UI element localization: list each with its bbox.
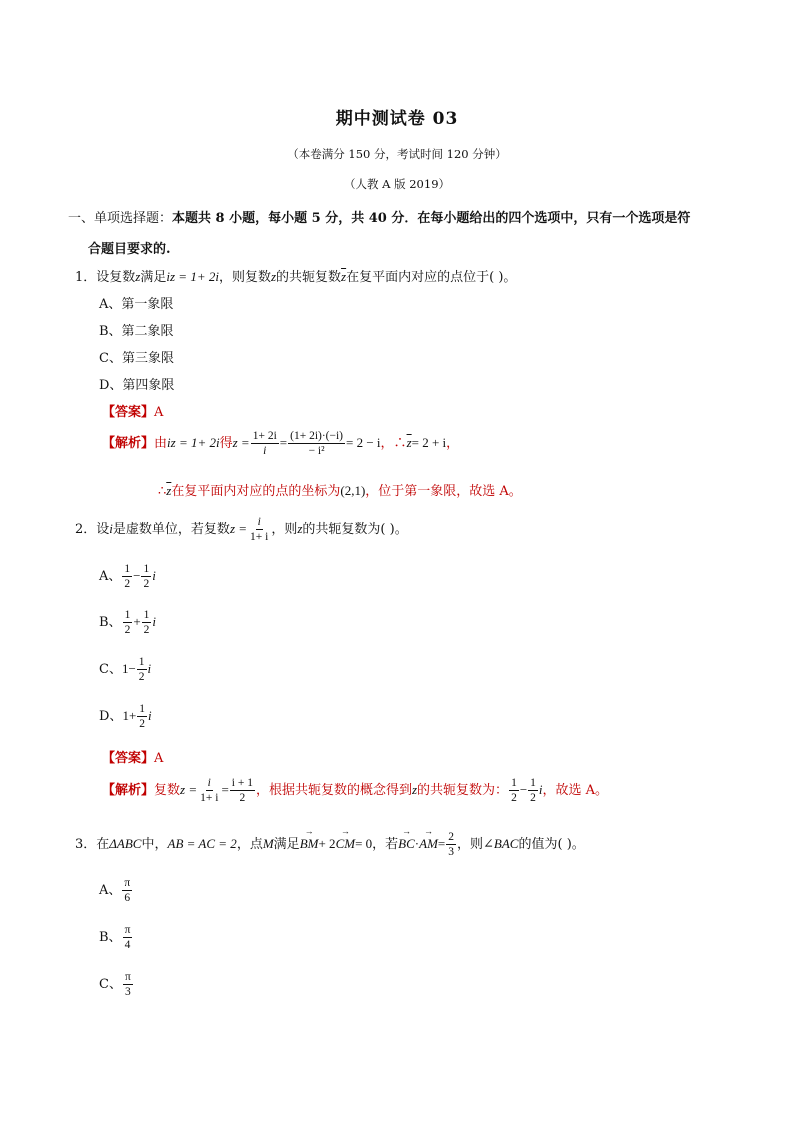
q2-option-d[interactable] <box>99 702 152 731</box>
question-3: 3．在ΔABC中，AB = AC = 2，点M满足→ BM+ 2→ CM= 0，若→ BC·→ AM= $\frac{2}{3}$ ，则∠BAC的值为( )。 <box>75 830 585 859</box>
question-text: 在复平面内对应的点位于( )。 <box>346 270 517 285</box>
fraction <box>248 515 270 544</box>
frac-den: i <box>263 445 267 457</box>
operator: + <box>128 708 137 723</box>
question-number: 2． <box>75 522 97 537</box>
question-text: 的共轭复数 <box>276 270 342 285</box>
question-text: ，则 <box>457 837 484 852</box>
fraction <box>509 776 519 805</box>
page-title: 期中测试卷 03 <box>335 109 459 129</box>
frac-num: π <box>124 877 131 889</box>
frac-num: (1+ 2i)·(−i) <box>290 430 344 442</box>
var-z-conj: $\overline{z}$ <box>166 483 172 498</box>
therefore-symbol: ∴ <box>158 484 167 499</box>
answer-value: A <box>154 405 164 420</box>
question-text: ，则 <box>271 522 298 537</box>
question-text: 的共轭复数为( )。 <box>302 522 408 537</box>
section-heading <box>68 207 690 226</box>
var-i: i <box>147 661 152 676</box>
frac-num: 1 <box>143 609 150 621</box>
var-i: i <box>152 614 157 629</box>
frac-num: 1 <box>511 777 517 789</box>
analysis-text: 得 <box>219 436 233 451</box>
equation: z = <box>180 782 198 797</box>
analysis-text: ，故选 A。 <box>542 783 609 798</box>
question-text: ，若 <box>372 837 399 852</box>
operator: + 2 <box>318 836 336 851</box>
var-m: M <box>262 836 274 851</box>
frac-den: 2 <box>143 624 150 636</box>
frac-den: 2 <box>124 624 131 636</box>
option-label: B、 <box>99 615 122 630</box>
equation: = 2 + i <box>411 435 447 450</box>
operator: − <box>128 661 136 676</box>
var-z-conj: $\overline{z}$ <box>341 269 347 284</box>
frac-num: i <box>257 516 261 528</box>
question-text: 满足 <box>273 837 300 852</box>
triangle: ΔABC <box>109 836 142 851</box>
question-text: 是虚数单位，若复数 <box>112 522 230 537</box>
option-label: A、 <box>99 883 122 898</box>
analysis-text: ，位于第一象限，故选 A。 <box>365 484 522 499</box>
var-i: i <box>152 568 156 583</box>
option-label: C、 <box>99 977 122 992</box>
frac-num: 1 <box>143 563 150 575</box>
question-text: 设复数 <box>96 270 136 285</box>
analysis-label: 【解析】 <box>102 783 155 798</box>
frac-den: 1+ i <box>200 792 219 804</box>
operator: − <box>133 568 141 583</box>
number: 1 <box>122 708 129 723</box>
fraction <box>123 923 133 952</box>
option-label: B、 <box>99 930 122 945</box>
fraction <box>122 876 132 905</box>
fraction <box>528 776 538 805</box>
vector-bc: → BC <box>398 836 415 852</box>
q3-option-a[interactable] <box>99 876 133 905</box>
fraction <box>142 608 152 637</box>
analysis-text: 由 <box>154 436 168 451</box>
q1-option-d[interactable]: D、第四象限 <box>99 378 175 393</box>
frac-num: i <box>207 777 211 789</box>
analysis-text: ， <box>446 436 460 451</box>
equals: = <box>279 435 288 450</box>
frac-den: 2 <box>124 578 131 590</box>
frac-num: 1 <box>138 656 145 668</box>
option-label: D、 <box>99 709 123 724</box>
var-i: i <box>148 708 152 723</box>
equation: AB = AC = 2 <box>167 836 237 851</box>
analysis-text: 在复平面内对应的点的坐标为 <box>171 484 341 499</box>
equation: z = <box>229 521 248 536</box>
var-z: z <box>411 782 418 797</box>
frac-den: 2 <box>239 792 246 804</box>
frac-den: 6 <box>124 892 131 904</box>
frac-num: i + 1 <box>231 777 253 789</box>
var-z: z <box>270 269 277 284</box>
answer-value: A <box>154 751 164 766</box>
question-text: 的值为( )。 <box>518 837 585 852</box>
q2-answer <box>102 747 163 766</box>
frac-den: 2 <box>511 792 517 804</box>
frac-num: π <box>124 924 131 936</box>
analysis-label: 【解析】 <box>102 436 155 451</box>
frac-den: 1+ i <box>250 531 269 543</box>
var-z-conj: $\overline{z}$ <box>406 435 412 450</box>
fraction <box>288 429 345 458</box>
angle: ∠BAC <box>483 836 519 851</box>
q3-option-c[interactable] <box>99 970 134 999</box>
q3-option-b[interactable] <box>99 923 133 952</box>
option-label: A、 <box>99 569 122 584</box>
var-z: z <box>135 269 141 284</box>
q1-analysis-line2 <box>158 480 522 499</box>
frac-den: 2 <box>138 671 145 683</box>
operator: + <box>133 614 141 629</box>
vector-bm: → BM <box>300 836 319 852</box>
q2-option-a[interactable] <box>99 562 156 591</box>
fraction <box>123 608 133 637</box>
equation: iz = 1+ 2i <box>167 435 220 450</box>
var-z: z <box>297 521 303 536</box>
answer-label: 【答案】 <box>102 751 155 766</box>
section-heading-label: 一、单项选择题： <box>68 211 173 226</box>
answer-label: 【答案】 <box>102 405 155 420</box>
fraction <box>122 562 132 591</box>
question-text: ，则复数 <box>218 270 271 285</box>
question-2 <box>75 515 408 544</box>
equation: iz = 1+ 2i <box>166 269 219 284</box>
frac-num: π <box>124 971 131 983</box>
var-i: i <box>538 782 543 797</box>
question-text: 中， <box>141 837 168 852</box>
number: 1 <box>121 661 129 676</box>
frac-den: 3 <box>124 986 131 998</box>
q1-option-b[interactable]: B、第二象限 <box>99 324 174 339</box>
fraction <box>137 702 147 731</box>
option-label: C、 <box>99 662 122 677</box>
question-text: 在 <box>96 837 110 852</box>
q2-option-c[interactable] <box>99 655 151 684</box>
fraction <box>137 655 147 684</box>
q1-option-a[interactable]: A、第一象限 <box>99 297 174 312</box>
equation: = 2 − i <box>346 435 381 450</box>
frac-num: 1+ 2i <box>252 430 277 442</box>
fraction <box>141 562 151 591</box>
analysis-text: ，根据共轭复数的概念得到 <box>255 783 412 798</box>
q2-option-b[interactable] <box>99 608 156 637</box>
exam-subtitle: （本卷满分 150 分，考试时间 120 分钟） <box>287 147 507 161</box>
q1-answer <box>102 401 163 420</box>
q1-option-c[interactable]: C、第三象限 <box>99 351 174 366</box>
section-heading-cont: 合题目要求的. <box>88 242 171 257</box>
equation: z = <box>232 435 250 450</box>
analysis-text: ，∴ <box>380 436 407 451</box>
point-coord: (2,1) <box>340 483 366 498</box>
question-1: 1．设复数z满足iz = 1+ 2i，则复数z的共轭复数$\overline{z}$在复平面内对应的点位于( )。 <box>75 269 517 285</box>
frac-num: 1 <box>124 563 131 575</box>
fraction <box>198 776 220 805</box>
operator: − <box>519 782 528 797</box>
analysis-text: 复数 <box>154 783 181 798</box>
fraction <box>446 830 456 859</box>
q1-analysis <box>102 429 459 458</box>
fraction <box>230 776 255 805</box>
question-number: 3． <box>75 837 97 852</box>
frac-den: 2 <box>139 718 146 730</box>
question-text: 设 <box>96 522 110 537</box>
frac-num: 1 <box>139 703 146 715</box>
fraction <box>251 429 279 458</box>
equation: = 0 <box>355 836 373 851</box>
frac-den: 2 <box>143 578 150 590</box>
frac-den: 2 <box>530 792 536 804</box>
var-i: i <box>109 521 113 536</box>
fraction <box>123 970 133 999</box>
frac-num: 1 <box>530 777 536 789</box>
exam-edition: （人教 A 版 2019） <box>343 177 451 191</box>
question-number: 1． <box>75 270 97 285</box>
operator: · <box>414 836 420 851</box>
frac-den: 3 <box>448 846 455 858</box>
frac-den: 4 <box>124 939 131 951</box>
frac-num: 1 <box>124 609 131 621</box>
vector-cm: → CM <box>336 836 356 852</box>
vector-am: → AM <box>419 836 438 852</box>
section-heading-text: 本题共 8 小题，每小题 5 分，共 40 分．在每小题给出的四个选项中，只有一个选项是符 <box>172 211 691 226</box>
question-text: ，点 <box>236 837 263 852</box>
frac-den: − i² <box>308 445 325 457</box>
q2-analysis: 【解析】复数z = $\frac{i}{1+ i}$ = $\frac{i + 1}{2}$ ，根据共轭复数的概念得到z的共轭复数为： $\frac{1}{2}$ − $\frac{1}{2}$ i，故选 A。 <box>102 777 609 804</box>
frac-num: 2 <box>448 831 455 843</box>
analysis-text: 的共轭复数为： <box>417 783 509 798</box>
